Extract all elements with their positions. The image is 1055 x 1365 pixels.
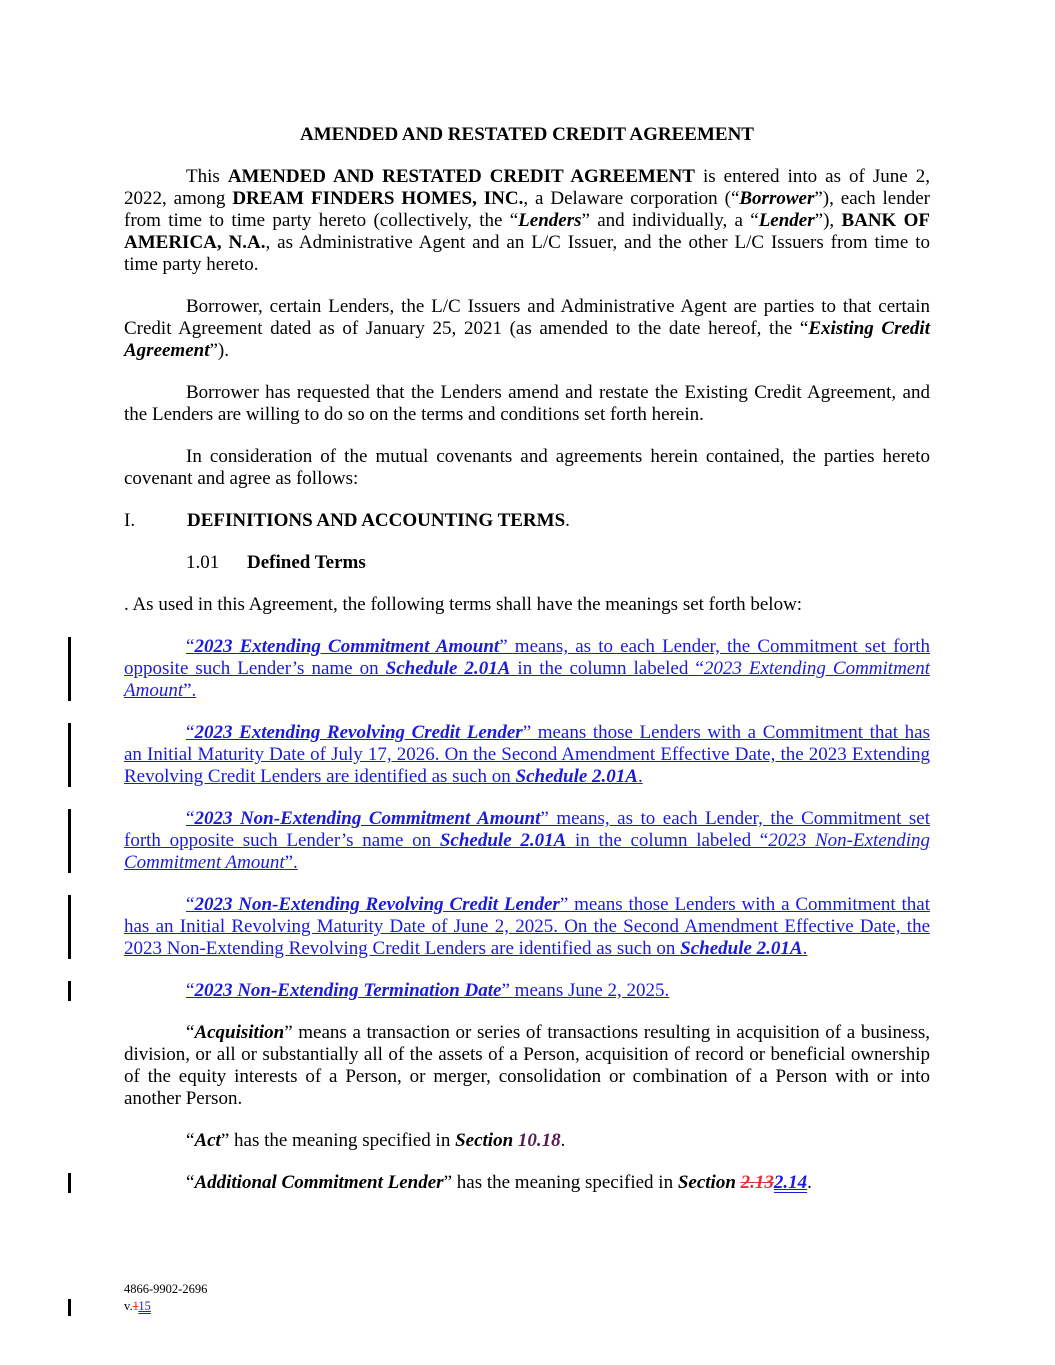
text-segment: Section [677,1172,741,1193]
text-segment: ”. [284,852,298,873]
defined-term: Lenders [518,210,582,231]
text-segment: . [565,510,570,531]
text-segment: “ [186,808,195,829]
text-segment: in the column labeled “ [510,658,704,679]
change-bar [68,1173,71,1193]
section-reference: 10.18 [517,1130,561,1151]
text-segment: , as Administrative Agent and an L/C Issuer, and the other L/C Issuers from time to time party hereto. [124,232,930,275]
footer [124,1281,207,1315]
text-segment: ” and individually, a “ [581,210,759,231]
section-number: 1.01 [186,552,220,573]
deleted-version-number: 1 [132,1299,139,1313]
defined-term: 2023 Non-Extending Revolving Credit Lender [194,894,560,915]
section-title: Defined Terms [247,552,366,573]
schedule-reference: Schedule 2.01A [439,830,567,851]
text-segment: “ [186,1022,195,1043]
footer-doc-id: 4866-9902-2696 [124,1282,208,1296]
defined-term: 2023 Non-Extending Termination Date [194,980,502,1001]
column-label: 2023 Non-Extending Commitment Amount [124,830,930,873]
defined-term: 2023 Extending Commitment Amount [194,636,500,657]
text-segment: ”), each lender from time to time party hereto (collectively, the “ [124,188,930,231]
text-segment: . As used in this Agreement, the following terms shall have the meanings set forth below: [124,594,803,615]
defined-term: Borrower [739,188,815,209]
definitions-lead-in [124,594,930,616]
defined-term: 2023 Extending Revolving Credit Lender [194,722,523,743]
text-segment: . [560,1130,566,1151]
text-segment: ” has the meaning specified in [220,1130,456,1151]
change-bar [68,895,71,959]
recital-paragraph [124,446,930,490]
text-segment: ” means those Lenders with a Commitment that has an Initial Revolving Maturity Date of June 2, 2025. On the Second Amendment Effective Date, the 2023 Non-Extending Revolving Credit Lenders are identified as such on [124,894,930,959]
document-title: AMENDED AND RESTATED CREDIT AGREEMENT [300,124,754,145]
definition-paragraph [124,1172,930,1194]
definition-paragraph [124,1130,930,1152]
defined-term: Additional Commitment Lender [194,1172,444,1193]
text-segment: ”), [814,210,842,231]
text-segment: . [807,1172,812,1193]
definition-paragraph [124,808,930,874]
definition-paragraph [124,894,930,960]
intro-paragraph [124,166,930,276]
defined-term: Acquisition [194,1022,285,1043]
text-segment: ” means, as to each Lender, the Commitment set forth opposite such Lender’s name on [124,636,930,679]
text-segment: ” means those Lenders with a Commitment that has an Initial Maturity Date of July 17, 2026. On the Second Amendment Effective Date, the 2023 Extending Revolving Credit Lenders are identified as such on [124,722,930,787]
recital-paragraph [124,296,930,362]
text-segment: , a Delaware corporation (“ [523,188,740,209]
section-heading [124,552,930,574]
column-label: 2023 Extending Commitment Amount [124,658,930,701]
text-segment: ”. [183,680,197,701]
schedule-reference: Schedule 2.01A [680,938,803,959]
inserted-version-number: 15 [138,1299,151,1313]
schedule-reference: Schedule 2.01A [515,766,638,787]
article-number: I. [124,510,136,531]
text-segment: In consideration of the mutual covenants and agreements herein contained, the parties hereto covenant and agree as follows: [124,446,930,489]
inserted-section-reference: 2.14 [773,1172,808,1193]
recital-paragraph [124,382,930,426]
defined-term: Existing Credit Agreement [124,318,930,361]
text-segment: in the column labeled “ [566,830,769,851]
text-segment: “ [186,1130,195,1151]
text-segment: Borrower has requested that the Lenders amend and restate the Existing Credit Agreement, and the Lenders are willing to do so on the terms and conditions set forth herein. [124,382,930,425]
agreement-name: AMENDED AND RESTATED CREDIT AGREEMENT [227,166,695,187]
change-bar [68,723,71,787]
text-segment: ” means, as to each Lender, the Commitment set forth opposite such Lender’s name on [124,808,930,851]
change-bar [68,637,71,701]
defined-term: Lender [758,210,815,231]
text-segment: “ [186,980,195,1001]
schedule-reference: Schedule 2.01A [385,658,511,679]
defined-term: Act [194,1130,221,1151]
change-bar [68,981,71,1001]
definition-paragraph [124,636,930,702]
text-segment: “ [186,1172,195,1193]
text-segment: “ [186,722,195,743]
version-prefix: v. [124,1299,133,1313]
document-body [124,124,930,1214]
text-segment: This [186,166,228,187]
deleted-section-reference: 2.13 [740,1172,774,1193]
defined-term: 2023 Non-Extending Commitment Amount [194,808,541,829]
text-segment: Section [455,1130,518,1151]
article-title: DEFINITIONS AND ACCOUNTING TERMS [187,510,566,531]
text-segment: “ [186,894,195,915]
change-bar [68,809,71,873]
text-segment: ” has the meaning specified in [443,1172,678,1193]
definition-paragraph [124,722,930,788]
text-segment: Borrower, certain Lenders, the L/C Issuers and Administrative Agent are parties to that certain Credit Agreement dated as of January 25, 2021 (as amended to the date hereof, the “ [124,296,930,339]
bank-name: BANK OF AMERICA, N.A. [124,210,930,253]
change-bar [68,1299,71,1316]
text-segment: ” means June 2, 2025. [501,980,670,1001]
definition-paragraph [124,980,930,1002]
footer-version [124,1298,207,1315]
text-segment: . [802,938,808,959]
definition-paragraph [124,1022,930,1110]
text-segment: “ [186,636,195,657]
text-segment: ”). [209,340,230,361]
article-heading [124,510,930,532]
text-segment: . [637,766,643,787]
text-segment: is entered into as of June 2, 2022, among [124,166,930,209]
text-segment: ” means a transaction or series of transactions resulting in acquisition of a business, division, or all or substantially all of the assets of a Person, acquisition of record or beneficial ownership of the equity interests of a Person, or merger, consolidation or combination of a Person with or into another Person. [124,1022,930,1109]
borrower-name: DREAM FINDERS HOMES, INC. [232,188,524,209]
